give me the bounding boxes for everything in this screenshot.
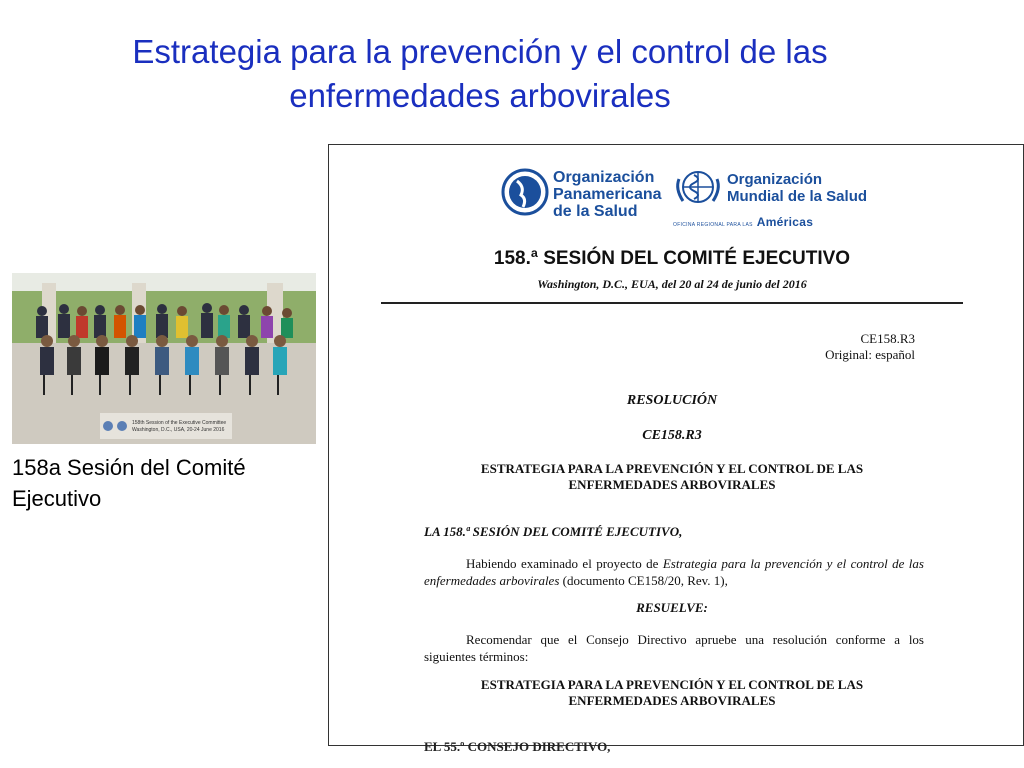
resolution-heading: RESOLUCIÓN	[626, 393, 718, 408]
oms-logo	[673, 165, 868, 231]
photo-banner-line-1: 158th Session of the Executive Committee	[132, 420, 227, 426]
ops-logo-line-2: Panamericana	[553, 186, 662, 203]
who-emblem-icon	[673, 165, 723, 211]
ops-logo-line-1: Organización	[553, 169, 655, 186]
photo-caption	[12, 452, 312, 514]
ops-logo	[501, 165, 662, 223]
session-place: Washington, D.C., EUA, del 20 al 24 de junio del 2016	[537, 277, 807, 291]
oms-regional-office	[673, 215, 813, 229]
paragraph-examined-italic: Estrategia para la prevención y el control de las enfermedades arbovirales	[424, 556, 924, 588]
ops-globe-icon	[501, 167, 549, 217]
header-divider	[381, 302, 963, 304]
cut-off-line: EL 55.º CONSEJO DIRECTIVO,	[424, 739, 611, 754]
document-original-language: Original: español	[825, 347, 915, 362]
document-code: CE158.R3	[860, 331, 915, 346]
resolves-heading: RESUELVE:	[636, 600, 708, 615]
photo-caption-line-2: Ejecutivo	[12, 486, 102, 511]
session-title: 158.ª SESIÓN DEL COMITÉ EJECUTIVO	[493, 248, 851, 269]
group-photo-illustration	[12, 273, 316, 444]
paragraph-examined-pre: Habiendo examinado el proyecto de	[466, 556, 663, 571]
ops-logo-line-3: de la Salud	[553, 203, 638, 220]
strategy-title-repeat	[329, 677, 1015, 709]
paragraph-recommend	[424, 631, 924, 665]
oms-logo-line-1: Organización	[727, 171, 823, 188]
strategy-title-line-1: ESTRATEGIA PARA LA PREVENCIÓN Y EL CONTROL DE LAS	[480, 461, 864, 476]
oms-office-label: OFICINA REGIONAL PARA LAS	[673, 222, 753, 228]
oms-region-label: Américas	[756, 215, 814, 229]
strategy-title-line-2: ENFERMEDADES ARBOVIRALES	[568, 477, 776, 492]
paragraph-recommend-text: Recomendar que el Consejo Directivo apruebe una resolución conforme a los siguientes términos:	[424, 632, 924, 664]
strategy-title-repeat-line-2: ENFERMEDADES ARBOVIRALES	[568, 693, 776, 708]
oms-logo-line-2: Mundial de la Salud	[727, 188, 868, 205]
strategy-title-repeat-line-1: ESTRATEGIA PARA LA PREVENCIÓN Y EL CONTROL DE LAS	[480, 677, 864, 692]
paragraph-examined-post: (documento CE158/20, Rev. 1),	[559, 573, 728, 588]
slide-title-line-2: enfermedades arbovirales	[289, 77, 671, 114]
slide-title-line-1: Estrategia para la prevención y el control de las	[132, 33, 828, 70]
strategy-title	[329, 461, 1015, 493]
slide-title	[60, 30, 900, 118]
photo-caption-line-1: 158a Sesión del Comité	[12, 455, 246, 480]
session-caps-line: LA 158.ª SESIÓN DEL COMITÉ EJECUTIVO,	[424, 524, 683, 539]
document-reference	[825, 331, 915, 363]
group-photo	[12, 273, 316, 444]
oms-logo-text	[727, 171, 867, 205]
resolution-code-heading: CE158.R3	[642, 428, 702, 443]
ops-logo-text	[553, 169, 662, 220]
photo-banner-line-2: Washington, D.C., USA, 20-24 June 2016	[132, 427, 225, 433]
paragraph-examined	[424, 555, 924, 589]
resolution-document	[328, 144, 1024, 754]
